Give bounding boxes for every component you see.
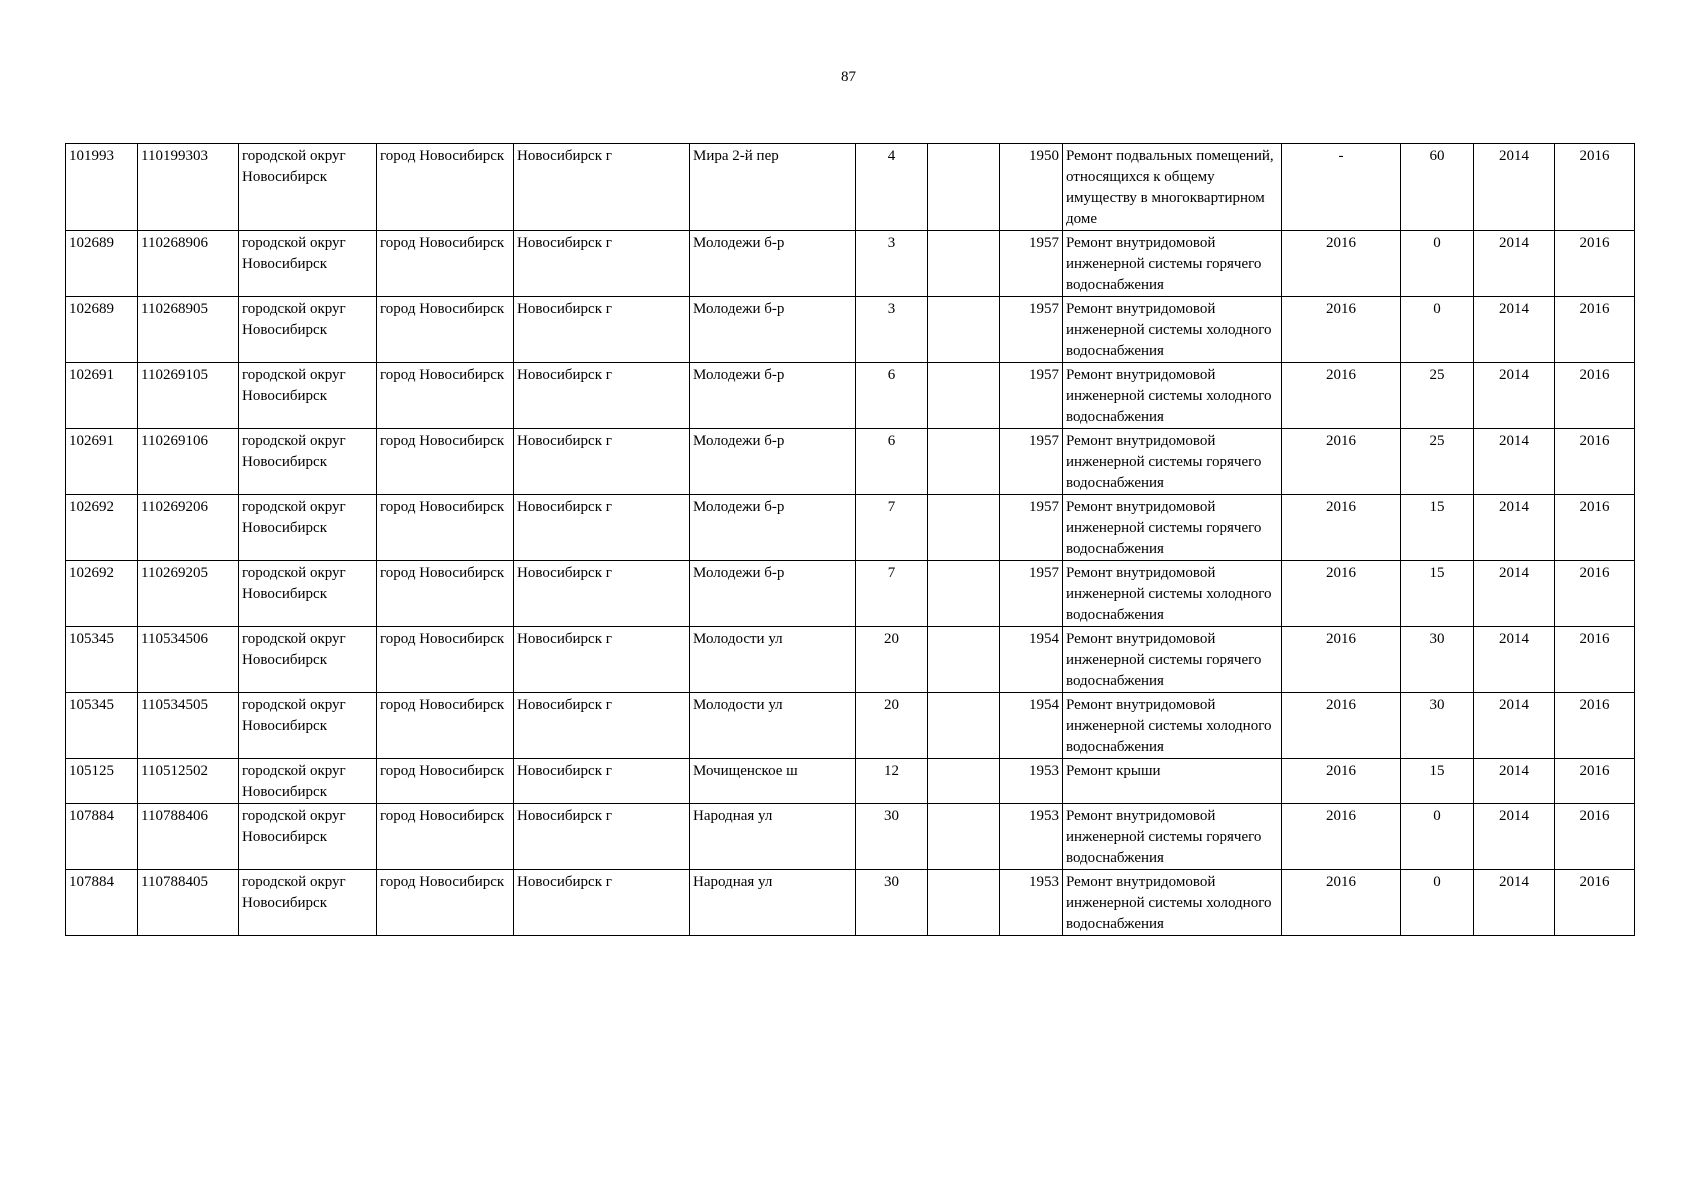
table-row	[66, 495, 1635, 561]
house-number-cell: 3	[856, 297, 928, 363]
house-number-cell: 6	[856, 363, 928, 429]
planned-year-cell: 2016	[1282, 231, 1401, 297]
street-cell: Молодежи б-р	[690, 561, 856, 627]
city-cell: Новосибирск г	[514, 231, 690, 297]
object-id-cell: 102691	[66, 429, 138, 495]
period-end-cell: 2016	[1555, 495, 1635, 561]
street-cell: Мира 2-й пер	[690, 144, 856, 231]
table-row	[66, 561, 1635, 627]
wear-percent-cell: 15	[1401, 495, 1474, 561]
building-cell	[928, 870, 1000, 936]
object-id-cell: 102689	[66, 297, 138, 363]
wear-percent-cell: 0	[1401, 870, 1474, 936]
city-cell: Новосибирск г	[514, 627, 690, 693]
table-row	[66, 759, 1635, 804]
house-number-cell: 6	[856, 429, 928, 495]
building-cell	[928, 429, 1000, 495]
wear-percent-cell: 0	[1401, 231, 1474, 297]
city-cell: Новосибирск г	[514, 363, 690, 429]
build-year-cell: 1954	[1000, 693, 1063, 759]
work-type-cell: Ремонт внутридомовой инженерной системы холодного водоснабжения	[1063, 870, 1282, 936]
period-start-cell: 2014	[1474, 804, 1555, 870]
city-cell: Новосибирск г	[514, 144, 690, 231]
object-id-cell: 105345	[66, 693, 138, 759]
work-type-cell: Ремонт внутридомовой инженерной системы холодного водоснабжения	[1063, 297, 1282, 363]
object-id-cell: 105345	[66, 627, 138, 693]
element-code-cell: 110788405	[138, 870, 239, 936]
district-cell: городской округ Новосибирск	[239, 561, 377, 627]
table-row	[66, 231, 1635, 297]
district-cell: городской округ Новосибирск	[239, 759, 377, 804]
district-cell: городской округ Новосибирск	[239, 297, 377, 363]
period-end-cell: 2016	[1555, 363, 1635, 429]
work-type-cell: Ремонт крыши	[1063, 759, 1282, 804]
object-id-cell: 102692	[66, 495, 138, 561]
street-cell: Молодости ул	[690, 627, 856, 693]
table-row	[66, 870, 1635, 936]
period-start-cell: 2014	[1474, 627, 1555, 693]
settlement-cell: город Новосибирск	[377, 297, 514, 363]
build-year-cell: 1957	[1000, 495, 1063, 561]
object-id-cell: 102691	[66, 363, 138, 429]
build-year-cell: 1953	[1000, 759, 1063, 804]
period-start-cell: 2014	[1474, 759, 1555, 804]
city-cell: Новосибирск г	[514, 759, 690, 804]
period-end-cell: 2016	[1555, 870, 1635, 936]
table-row	[66, 429, 1635, 495]
build-year-cell: 1953	[1000, 804, 1063, 870]
period-start-cell: 2014	[1474, 231, 1555, 297]
settlement-cell: город Новосибирск	[377, 363, 514, 429]
building-cell	[928, 231, 1000, 297]
city-cell: Новосибирск г	[514, 693, 690, 759]
table-row	[66, 693, 1635, 759]
street-cell: Молодежи б-р	[690, 297, 856, 363]
table-row	[66, 627, 1635, 693]
house-number-cell: 30	[856, 870, 928, 936]
district-cell: городской округ Новосибирск	[239, 804, 377, 870]
period-start-cell: 2014	[1474, 561, 1555, 627]
wear-percent-cell: 15	[1401, 759, 1474, 804]
settlement-cell: город Новосибирск	[377, 627, 514, 693]
object-id-cell: 102692	[66, 561, 138, 627]
element-code-cell: 110534506	[138, 627, 239, 693]
build-year-cell: 1957	[1000, 429, 1063, 495]
period-start-cell: 2014	[1474, 693, 1555, 759]
building-cell	[928, 144, 1000, 231]
period-start-cell: 2014	[1474, 495, 1555, 561]
building-cell	[928, 627, 1000, 693]
wear-percent-cell: 30	[1401, 627, 1474, 693]
building-cell	[928, 759, 1000, 804]
settlement-cell: город Новосибирск	[377, 429, 514, 495]
table-body	[66, 144, 1635, 936]
house-number-cell: 4	[856, 144, 928, 231]
table-row	[66, 297, 1635, 363]
work-type-cell: Ремонт внутридомовой инженерной системы горячего водоснабжения	[1063, 429, 1282, 495]
building-cell	[928, 693, 1000, 759]
settlement-cell: город Новосибирск	[377, 144, 514, 231]
planned-year-cell: 2016	[1282, 870, 1401, 936]
settlement-cell: город Новосибирск	[377, 231, 514, 297]
street-cell: Молодости ул	[690, 693, 856, 759]
street-cell: Народная ул	[690, 804, 856, 870]
work-type-cell: Ремонт внутридомовой инженерной системы горячего водоснабжения	[1063, 231, 1282, 297]
period-end-cell: 2016	[1555, 804, 1635, 870]
house-number-cell: 20	[856, 627, 928, 693]
city-cell: Новосибирск г	[514, 495, 690, 561]
street-cell: Молодежи б-р	[690, 429, 856, 495]
house-number-cell: 3	[856, 231, 928, 297]
period-end-cell: 2016	[1555, 561, 1635, 627]
element-code-cell: 110269106	[138, 429, 239, 495]
work-type-cell: Ремонт внутридомовой инженерной системы горячего водоснабжения	[1063, 804, 1282, 870]
wear-percent-cell: 0	[1401, 297, 1474, 363]
period-end-cell: 2016	[1555, 231, 1635, 297]
object-id-cell: 107884	[66, 870, 138, 936]
element-code-cell: 110269105	[138, 363, 239, 429]
period-start-cell: 2014	[1474, 297, 1555, 363]
street-cell: Мочищенское ш	[690, 759, 856, 804]
element-code-cell: 110269206	[138, 495, 239, 561]
period-end-cell: 2016	[1555, 297, 1635, 363]
building-cell	[928, 363, 1000, 429]
build-year-cell: 1957	[1000, 231, 1063, 297]
wear-percent-cell: 25	[1401, 363, 1474, 429]
period-end-cell: 2016	[1555, 144, 1635, 231]
work-type-cell: Ремонт внутридомовой инженерной системы холодного водоснабжения	[1063, 363, 1282, 429]
city-cell: Новосибирск г	[514, 804, 690, 870]
building-cell	[928, 804, 1000, 870]
wear-percent-cell: 30	[1401, 693, 1474, 759]
element-code-cell: 110268906	[138, 231, 239, 297]
planned-year-cell: 2016	[1282, 561, 1401, 627]
element-code-cell: 110269205	[138, 561, 239, 627]
house-number-cell: 30	[856, 804, 928, 870]
district-cell: городской округ Новосибирск	[239, 363, 377, 429]
period-start-cell: 2014	[1474, 429, 1555, 495]
house-number-cell: 20	[856, 693, 928, 759]
street-cell: Молодежи б-р	[690, 231, 856, 297]
planned-year-cell: 2016	[1282, 495, 1401, 561]
district-cell: городской округ Новосибирск	[239, 627, 377, 693]
city-cell: Новосибирск г	[514, 297, 690, 363]
settlement-cell: город Новосибирск	[377, 495, 514, 561]
wear-percent-cell: 60	[1401, 144, 1474, 231]
repair-register-table	[65, 143, 1635, 936]
build-year-cell: 1953	[1000, 870, 1063, 936]
district-cell: городской округ Новосибирск	[239, 429, 377, 495]
build-year-cell: 1957	[1000, 363, 1063, 429]
work-type-cell: Ремонт внутридомовой инженерной системы горячего водоснабжения	[1063, 495, 1282, 561]
page-number: 87	[841, 69, 856, 85]
build-year-cell: 1950	[1000, 144, 1063, 231]
object-id-cell: 101993	[66, 144, 138, 231]
planned-year-cell: 2016	[1282, 804, 1401, 870]
element-code-cell: 110199303	[138, 144, 239, 231]
district-cell: городской округ Новосибирск	[239, 870, 377, 936]
period-end-cell: 2016	[1555, 627, 1635, 693]
planned-year-cell: 2016	[1282, 363, 1401, 429]
period-start-cell: 2014	[1474, 363, 1555, 429]
district-cell: городской округ Новосибирск	[239, 693, 377, 759]
table-row	[66, 144, 1635, 231]
wear-percent-cell: 25	[1401, 429, 1474, 495]
wear-percent-cell: 0	[1401, 804, 1474, 870]
district-cell: городской округ Новосибирск	[239, 144, 377, 231]
object-id-cell: 105125	[66, 759, 138, 804]
work-type-cell: Ремонт внутридомовой инженерной системы горячего водоснабжения	[1063, 627, 1282, 693]
build-year-cell: 1957	[1000, 561, 1063, 627]
house-number-cell: 7	[856, 561, 928, 627]
building-cell	[928, 561, 1000, 627]
period-end-cell: 2016	[1555, 429, 1635, 495]
house-number-cell: 7	[856, 495, 928, 561]
street-cell: Молодежи б-р	[690, 363, 856, 429]
element-code-cell: 110268905	[138, 297, 239, 363]
period-start-cell: 2014	[1474, 870, 1555, 936]
period-end-cell: 2016	[1555, 759, 1635, 804]
object-id-cell: 107884	[66, 804, 138, 870]
element-code-cell: 110512502	[138, 759, 239, 804]
build-year-cell: 1957	[1000, 297, 1063, 363]
city-cell: Новосибирск г	[514, 429, 690, 495]
wear-percent-cell: 15	[1401, 561, 1474, 627]
work-type-cell: Ремонт подвальных помещений, относящихся к общему имуществу в многоквартирном доме	[1063, 144, 1282, 231]
element-code-cell: 110534505	[138, 693, 239, 759]
table-row	[66, 363, 1635, 429]
work-type-cell: Ремонт внутридомовой инженерной системы холодного водоснабжения	[1063, 561, 1282, 627]
build-year-cell: 1954	[1000, 627, 1063, 693]
settlement-cell: город Новосибирск	[377, 870, 514, 936]
settlement-cell: город Новосибирск	[377, 693, 514, 759]
period-end-cell: 2016	[1555, 693, 1635, 759]
building-cell	[928, 297, 1000, 363]
element-code-cell: 110788406	[138, 804, 239, 870]
planned-year-cell: 2016	[1282, 627, 1401, 693]
planned-year-cell: 2016	[1282, 429, 1401, 495]
street-cell: Молодежи б-р	[690, 495, 856, 561]
city-cell: Новосибирск г	[514, 870, 690, 936]
settlement-cell: город Новосибирск	[377, 759, 514, 804]
work-type-cell: Ремонт внутридомовой инженерной системы холодного водоснабжения	[1063, 693, 1282, 759]
table-row	[66, 804, 1635, 870]
period-start-cell: 2014	[1474, 144, 1555, 231]
planned-year-cell: -	[1282, 144, 1401, 231]
planned-year-cell: 2016	[1282, 759, 1401, 804]
planned-year-cell: 2016	[1282, 693, 1401, 759]
city-cell: Новосибирск г	[514, 561, 690, 627]
street-cell: Народная ул	[690, 870, 856, 936]
settlement-cell: город Новосибирск	[377, 561, 514, 627]
planned-year-cell: 2016	[1282, 297, 1401, 363]
building-cell	[928, 495, 1000, 561]
district-cell: городской округ Новосибирск	[239, 231, 377, 297]
object-id-cell: 102689	[66, 231, 138, 297]
settlement-cell: город Новосибирск	[377, 804, 514, 870]
district-cell: городской округ Новосибирск	[239, 495, 377, 561]
house-number-cell: 12	[856, 759, 928, 804]
